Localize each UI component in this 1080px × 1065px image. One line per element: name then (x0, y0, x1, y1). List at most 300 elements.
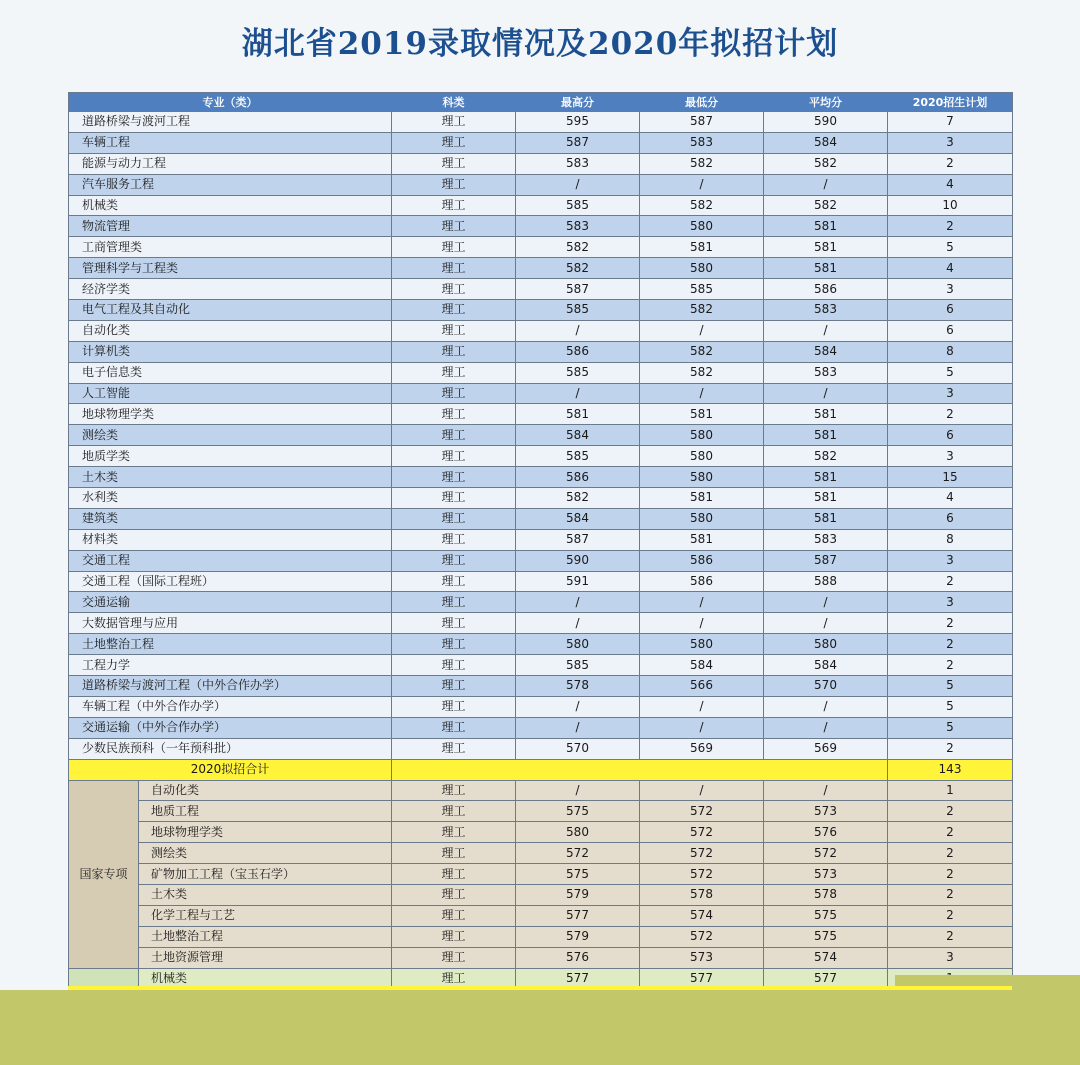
min-score-cell: 572 (640, 864, 764, 885)
max-score-cell: 583 (516, 216, 640, 237)
min-score-cell: 582 (640, 153, 764, 174)
major-name-cell: 交通工程（国际工程班） (69, 571, 392, 592)
avg-score-cell: 584 (764, 132, 888, 153)
major-name-cell: 机械类 (69, 195, 392, 216)
table-row (69, 362, 1013, 383)
major-name-cell: 道路桥梁与渡河工程 (69, 112, 392, 133)
table-row (69, 174, 1013, 195)
plan-cell: 2 (888, 216, 1013, 237)
table-row (69, 634, 1013, 655)
kind-cell: 理工 (392, 153, 516, 174)
max-score-cell: 581 (516, 404, 640, 425)
header-avg: 平均分 (764, 93, 888, 112)
max-score-cell: / (516, 320, 640, 341)
table-row (69, 112, 1013, 133)
min-score-cell: / (640, 174, 764, 195)
avg-score-cell: 578 (764, 884, 888, 905)
min-score-cell: / (640, 320, 764, 341)
avg-score-cell: 582 (764, 195, 888, 216)
major-name-cell: 地质工程 (139, 801, 392, 822)
min-score-cell: / (640, 780, 764, 801)
plan-cell: 5 (888, 362, 1013, 383)
max-score-cell: 570 (516, 738, 640, 759)
major-name-cell: 自动化类 (139, 780, 392, 801)
major-name-cell: 交通工程 (69, 550, 392, 571)
table-row (69, 467, 1013, 488)
table-row (69, 216, 1013, 237)
max-score-cell: / (516, 592, 640, 613)
table-row (69, 571, 1013, 592)
avg-score-cell: 583 (764, 529, 888, 550)
plan-cell: 5 (888, 696, 1013, 717)
max-score-cell: 590 (516, 550, 640, 571)
national-row (69, 843, 1013, 864)
plan-cell: 3 (888, 446, 1013, 467)
kind-cell: 理工 (392, 801, 516, 822)
photo-background-bottom (0, 990, 1080, 1065)
avg-score-cell: 581 (764, 237, 888, 258)
kind-cell: 理工 (392, 843, 516, 864)
kind-cell: 理工 (392, 947, 516, 968)
kind-cell: 理工 (392, 864, 516, 885)
plan-cell: 5 (888, 717, 1013, 738)
major-name-cell: 矿物加工工程（宝玉石学） (139, 864, 392, 885)
min-score-cell: 566 (640, 676, 764, 697)
kind-cell: 理工 (392, 488, 516, 509)
max-score-cell: 575 (516, 801, 640, 822)
kind-cell: 理工 (392, 279, 516, 300)
plan-cell: 2 (888, 822, 1013, 843)
plan-cell: 5 (888, 676, 1013, 697)
min-score-cell: 578 (640, 884, 764, 905)
kind-cell: 理工 (392, 195, 516, 216)
min-score-cell: 585 (640, 279, 764, 300)
min-score-cell: 572 (640, 801, 764, 822)
min-score-cell: 572 (640, 843, 764, 864)
plan-cell: 2 (888, 801, 1013, 822)
max-score-cell: 587 (516, 279, 640, 300)
table-row (69, 132, 1013, 153)
plan-cell: 6 (888, 425, 1013, 446)
min-score-cell: 581 (640, 237, 764, 258)
plan-cell: 2 (888, 926, 1013, 947)
major-name-cell: 地质学类 (69, 446, 392, 467)
avg-score-cell: / (764, 592, 888, 613)
min-score-cell: 586 (640, 571, 764, 592)
table-row (69, 258, 1013, 279)
plan-cell: 2 (888, 864, 1013, 885)
kind-cell: 理工 (392, 822, 516, 843)
major-name-cell: 少数民族预科（一年预科批） (69, 738, 392, 759)
avg-score-cell: 576 (764, 822, 888, 843)
major-name-cell: 电子信息类 (69, 362, 392, 383)
min-score-cell: 577 (640, 968, 764, 989)
kind-cell: 理工 (392, 676, 516, 697)
total-plan: 143 (888, 759, 1013, 780)
header-kind: 科类 (392, 93, 516, 112)
plan-cell: 3 (888, 550, 1013, 571)
min-score-cell: 582 (640, 195, 764, 216)
avg-score-cell: 581 (764, 488, 888, 509)
max-score-cell: / (516, 780, 640, 801)
avg-score-cell: 577 (764, 968, 888, 989)
min-score-cell: 582 (640, 341, 764, 362)
national-row (69, 905, 1013, 926)
major-name-cell: 测绘类 (139, 843, 392, 864)
min-score-cell: 582 (640, 362, 764, 383)
plan-cell: 3 (888, 279, 1013, 300)
avg-score-cell: / (764, 383, 888, 404)
table-row (69, 195, 1013, 216)
max-score-cell: 586 (516, 467, 640, 488)
max-score-cell: 575 (516, 864, 640, 885)
major-name-cell: 地球物理学类 (69, 404, 392, 425)
avg-score-cell: 583 (764, 362, 888, 383)
plan-cell: 3 (888, 947, 1013, 968)
table-row (69, 738, 1013, 759)
national-row (69, 822, 1013, 843)
major-name-cell: 人工智能 (69, 383, 392, 404)
kind-cell: 理工 (392, 634, 516, 655)
table-row (69, 320, 1013, 341)
max-score-cell: 580 (516, 822, 640, 843)
kind-cell: 理工 (392, 362, 516, 383)
table-row (69, 279, 1013, 300)
major-name-cell: 道路桥梁与渡河工程（中外合作办学） (69, 676, 392, 697)
max-score-cell: 585 (516, 195, 640, 216)
kind-cell: 理工 (392, 258, 516, 279)
min-score-cell: 583 (640, 132, 764, 153)
avg-score-cell: 581 (764, 216, 888, 237)
avg-score-cell: 584 (764, 341, 888, 362)
avg-score-cell: 575 (764, 926, 888, 947)
min-score-cell: / (640, 717, 764, 738)
major-name-cell: 土地资源管理 (139, 947, 392, 968)
min-score-cell: 574 (640, 905, 764, 926)
table-row (69, 676, 1013, 697)
min-score-cell: 580 (640, 258, 764, 279)
kind-cell: 理工 (392, 738, 516, 759)
major-name-cell: 能源与动力工程 (69, 153, 392, 174)
min-score-cell: 573 (640, 947, 764, 968)
kind-cell: 理工 (392, 383, 516, 404)
avg-score-cell: 582 (764, 153, 888, 174)
table-row (69, 488, 1013, 509)
max-score-cell: 572 (516, 843, 640, 864)
min-score-cell: 580 (640, 425, 764, 446)
min-score-cell: 582 (640, 300, 764, 321)
major-name-cell: 土地整治工程 (69, 634, 392, 655)
major-name-cell: 交通运输（中外合作办学） (69, 717, 392, 738)
avg-score-cell: 581 (764, 404, 888, 425)
plan-cell: 3 (888, 383, 1013, 404)
max-score-cell: / (516, 174, 640, 195)
min-score-cell: 580 (640, 467, 764, 488)
plan-cell: 7 (888, 112, 1013, 133)
table-row (69, 383, 1013, 404)
plan-cell: 8 (888, 529, 1013, 550)
min-score-cell: 581 (640, 488, 764, 509)
plan-cell: 6 (888, 508, 1013, 529)
min-score-cell: 586 (640, 550, 764, 571)
plan-cell: 2 (888, 905, 1013, 926)
major-name-cell: 土地整治工程 (139, 926, 392, 947)
major-name-cell: 土木类 (69, 467, 392, 488)
min-score-cell: / (640, 383, 764, 404)
national-row (69, 864, 1013, 885)
table-row (69, 237, 1013, 258)
table-row (69, 404, 1013, 425)
max-score-cell: 580 (516, 634, 640, 655)
plan-cell: 2 (888, 843, 1013, 864)
avg-score-cell: 583 (764, 300, 888, 321)
table-row (69, 153, 1013, 174)
min-score-cell: 572 (640, 822, 764, 843)
total-spacer (392, 759, 888, 780)
major-name-cell: 物流管理 (69, 216, 392, 237)
plan-cell: 3 (888, 132, 1013, 153)
kind-cell: 理工 (392, 300, 516, 321)
max-score-cell: 585 (516, 446, 640, 467)
avg-score-cell: / (764, 780, 888, 801)
major-name-cell: 水利类 (69, 488, 392, 509)
avg-score-cell: / (764, 174, 888, 195)
max-score-cell: 579 (516, 884, 640, 905)
max-score-cell: 578 (516, 676, 640, 697)
kind-cell: 理工 (392, 132, 516, 153)
min-score-cell: 572 (640, 926, 764, 947)
major-name-cell: 土木类 (139, 884, 392, 905)
kind-cell: 理工 (392, 174, 516, 195)
max-score-cell: 577 (516, 905, 640, 926)
kind-cell: 理工 (392, 320, 516, 341)
max-score-cell: / (516, 383, 640, 404)
major-name-cell: 计算机类 (69, 341, 392, 362)
national-group-label: 国家专项 (69, 780, 139, 968)
avg-score-cell: 575 (764, 905, 888, 926)
header-min: 最低分 (640, 93, 764, 112)
major-name-cell: 测绘类 (69, 425, 392, 446)
plan-cell: 4 (888, 258, 1013, 279)
major-name-cell: 汽车服务工程 (69, 174, 392, 195)
max-score-cell: 582 (516, 237, 640, 258)
avg-score-cell: 587 (764, 550, 888, 571)
kind-cell: 理工 (392, 905, 516, 926)
header-plan: 2020招生计划 (888, 93, 1013, 112)
max-score-cell: / (516, 613, 640, 634)
plan-cell: 3 (888, 592, 1013, 613)
table-row (69, 592, 1013, 613)
plan-cell: 1 (888, 780, 1013, 801)
max-score-cell: 577 (516, 968, 640, 989)
major-name-cell: 经济学类 (69, 279, 392, 300)
national-row (69, 801, 1013, 822)
plan-cell: 2 (888, 613, 1013, 634)
kind-cell: 理工 (392, 425, 516, 446)
plan-cell: 2 (888, 655, 1013, 676)
plan-cell: 8 (888, 341, 1013, 362)
plan-cell: 2 (888, 404, 1013, 425)
plan-cell: 2 (888, 884, 1013, 905)
avg-score-cell: 580 (764, 634, 888, 655)
max-score-cell: 576 (516, 947, 640, 968)
major-name-cell: 电气工程及其自动化 (69, 300, 392, 321)
kind-cell: 理工 (392, 467, 516, 488)
kind-cell: 理工 (392, 884, 516, 905)
max-score-cell: 583 (516, 153, 640, 174)
major-name-cell: 自动化类 (69, 320, 392, 341)
max-score-cell: 585 (516, 362, 640, 383)
max-score-cell: 584 (516, 508, 640, 529)
header-major: 专业（类） (69, 93, 392, 112)
plan-cell: 2 (888, 738, 1013, 759)
avg-score-cell: 586 (764, 279, 888, 300)
kind-cell: 理工 (392, 237, 516, 258)
kind-cell: 理工 (392, 717, 516, 738)
avg-score-cell: / (764, 717, 888, 738)
major-name-cell: 交通运输 (69, 592, 392, 613)
major-name-cell: 机械类 (139, 968, 392, 989)
avg-score-cell: 573 (764, 801, 888, 822)
min-score-cell: 580 (640, 508, 764, 529)
max-score-cell: 591 (516, 571, 640, 592)
major-name-cell: 工商管理类 (69, 237, 392, 258)
avg-score-cell: 581 (764, 508, 888, 529)
kind-cell: 理工 (392, 508, 516, 529)
page-title: 湖北省2019录取情况及2020年拟招计划 (241, 26, 839, 62)
plan-cell: 2 (888, 153, 1013, 174)
kind-cell: 理工 (392, 550, 516, 571)
avg-score-cell: 569 (764, 738, 888, 759)
table-row (69, 613, 1013, 634)
major-name-cell: 化学工程与工艺 (139, 905, 392, 926)
national-row (69, 947, 1013, 968)
min-score-cell: / (640, 613, 764, 634)
table-row (69, 696, 1013, 717)
min-score-cell: / (640, 696, 764, 717)
plan-cell: 4 (888, 488, 1013, 509)
min-score-cell: 580 (640, 446, 764, 467)
table-row (69, 446, 1013, 467)
national-row (69, 926, 1013, 947)
plan-cell: 6 (888, 300, 1013, 321)
kind-cell: 理工 (392, 341, 516, 362)
kind-cell: 理工 (392, 968, 516, 989)
min-score-cell: 569 (640, 738, 764, 759)
max-score-cell: 587 (516, 529, 640, 550)
header-row (69, 93, 1013, 112)
kind-cell: 理工 (392, 529, 516, 550)
kind-cell: 理工 (392, 446, 516, 467)
plan-cell: 10 (888, 195, 1013, 216)
max-score-cell: 579 (516, 926, 640, 947)
kind-cell: 理工 (392, 404, 516, 425)
table-row (69, 655, 1013, 676)
major-name-cell: 工程力学 (69, 655, 392, 676)
table-row (69, 300, 1013, 321)
avg-score-cell: 570 (764, 676, 888, 697)
max-score-cell: 587 (516, 132, 640, 153)
major-name-cell: 材料类 (69, 529, 392, 550)
kind-cell: 理工 (392, 571, 516, 592)
max-score-cell: / (516, 696, 640, 717)
total-row (69, 759, 1013, 780)
max-score-cell: 582 (516, 258, 640, 279)
max-score-cell: 582 (516, 488, 640, 509)
avg-score-cell: 584 (764, 655, 888, 676)
min-score-cell: / (640, 592, 764, 613)
table-row (69, 529, 1013, 550)
avg-score-cell: 590 (764, 112, 888, 133)
admission-table (68, 92, 1013, 1031)
kind-cell: 理工 (392, 655, 516, 676)
national-row (69, 780, 1013, 801)
plan-cell: 2 (888, 571, 1013, 592)
min-score-cell: 580 (640, 634, 764, 655)
avg-score-cell: 581 (764, 425, 888, 446)
max-score-cell: 586 (516, 341, 640, 362)
total-label: 2020拟招合计 (69, 759, 392, 780)
avg-score-cell: 581 (764, 258, 888, 279)
major-name-cell: 地球物理学类 (139, 822, 392, 843)
table-row (69, 550, 1013, 571)
kind-cell: 理工 (392, 696, 516, 717)
avg-score-cell: 582 (764, 446, 888, 467)
major-name-cell: 大数据管理与应用 (69, 613, 392, 634)
min-score-cell: 581 (640, 529, 764, 550)
avg-score-cell: 573 (764, 864, 888, 885)
table-row (69, 508, 1013, 529)
avg-score-cell: 581 (764, 467, 888, 488)
major-name-cell: 车辆工程（中外合作办学） (69, 696, 392, 717)
plan-cell: 2 (888, 634, 1013, 655)
kind-cell: 理工 (392, 926, 516, 947)
plan-cell: 5 (888, 237, 1013, 258)
min-score-cell: 580 (640, 216, 764, 237)
max-score-cell: 584 (516, 425, 640, 446)
national-row (69, 884, 1013, 905)
kind-cell: 理工 (392, 613, 516, 634)
kind-cell: 理工 (392, 112, 516, 133)
max-score-cell: 595 (516, 112, 640, 133)
major-name-cell: 建筑类 (69, 508, 392, 529)
table-row (69, 425, 1013, 446)
avg-score-cell: / (764, 320, 888, 341)
table-row (69, 717, 1013, 738)
min-score-cell: 587 (640, 112, 764, 133)
min-score-cell: 581 (640, 404, 764, 425)
header-max: 最高分 (516, 93, 640, 112)
max-score-cell: / (516, 717, 640, 738)
avg-score-cell: 572 (764, 843, 888, 864)
plan-cell: 6 (888, 320, 1013, 341)
table-row (69, 341, 1013, 362)
plan-cell: 4 (888, 174, 1013, 195)
max-score-cell: 585 (516, 300, 640, 321)
kind-cell: 理工 (392, 592, 516, 613)
avg-score-cell: 574 (764, 947, 888, 968)
max-score-cell: 585 (516, 655, 640, 676)
kind-cell: 理工 (392, 216, 516, 237)
kind-cell: 理工 (392, 780, 516, 801)
avg-score-cell: 588 (764, 571, 888, 592)
major-name-cell: 管理科学与工程类 (69, 258, 392, 279)
avg-score-cell: / (764, 696, 888, 717)
min-score-cell: 584 (640, 655, 764, 676)
plan-cell: 15 (888, 467, 1013, 488)
avg-score-cell: / (764, 613, 888, 634)
major-name-cell: 车辆工程 (69, 132, 392, 153)
